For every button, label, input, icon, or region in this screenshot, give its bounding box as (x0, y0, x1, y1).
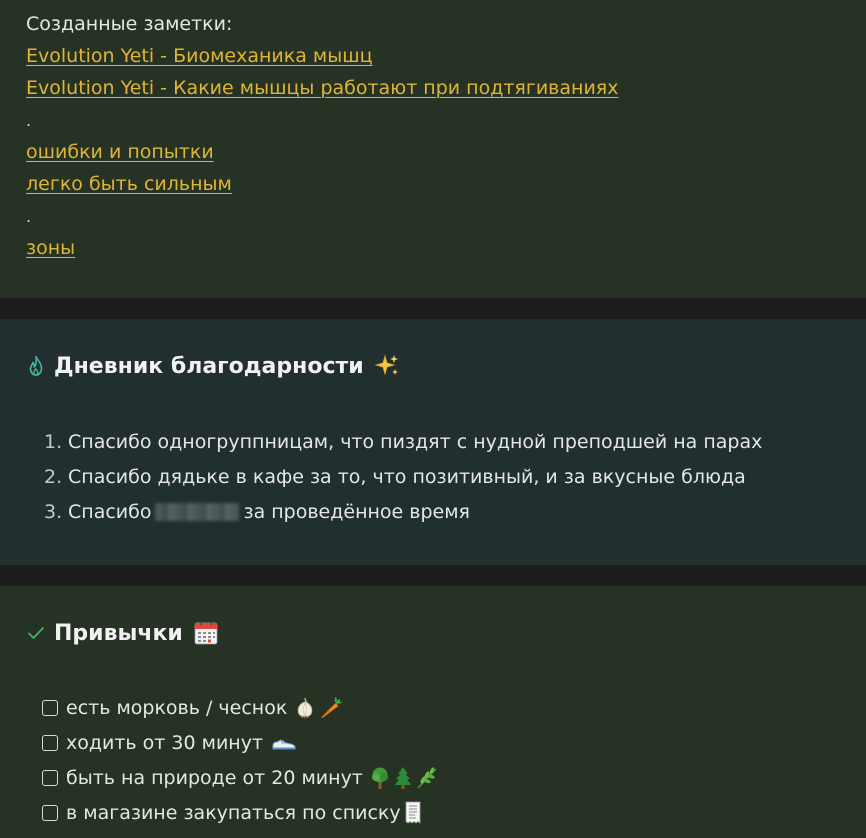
habit-item-text: есть морковь / чеснок (66, 696, 288, 719)
gratitude-item-text-after: за проведённое время (243, 501, 470, 523)
note-link-row (26, 72, 840, 104)
gratitude-item-text: Спасибо одногруппницам, что пиздят с нудной преподшей на парах (68, 431, 763, 453)
note-dot: . (26, 207, 32, 226)
created-notes-section (0, 0, 866, 298)
habits-title-text: Привычки (54, 620, 183, 646)
habit-item (42, 690, 439, 725)
garlic-icon (293, 696, 317, 720)
gratitude-item-text: Спасибо дядьке в кафе за то, что позитивный, и за вкусные блюда (68, 466, 746, 488)
note-link-zones[interactable]: зоны (26, 237, 76, 259)
gratitude-section (0, 319, 866, 565)
evergreen-tree-icon (393, 766, 413, 790)
deciduous-tree-icon (369, 766, 391, 790)
note-link-pullups-muscles[interactable]: Evolution Yeti - Какие мышцы работают при подтягиваниях (26, 77, 619, 99)
gratitude-item (44, 425, 762, 460)
gratitude-title (26, 353, 400, 379)
gratitude-item (44, 495, 762, 530)
note-link-row (26, 168, 840, 200)
section-divider (0, 298, 866, 319)
carrot-icon (319, 696, 343, 720)
list-number: 3. (44, 501, 63, 523)
flame-icon (26, 354, 46, 378)
note-link-biomechanics[interactable]: Evolution Yeti - Биомеханика мышц (26, 45, 373, 67)
checkmark-icon (26, 621, 46, 645)
note-separator (26, 104, 840, 136)
created-notes-heading: Созданные заметки: (26, 13, 233, 35)
note-link-easy-strong[interactable]: легко быть сильным (26, 173, 232, 195)
list-number: 1. (44, 431, 63, 453)
note-dot: . (26, 111, 32, 130)
sparkles-icon (374, 353, 400, 379)
habit-checkbox[interactable] (42, 770, 58, 786)
note-separator (26, 200, 840, 232)
habit-checkbox[interactable] (42, 700, 58, 716)
gratitude-list (44, 425, 762, 530)
redacted-name-blur (155, 503, 239, 521)
habit-item (42, 760, 439, 795)
sneaker-icon (271, 733, 297, 753)
habit-item (42, 725, 439, 760)
habits-section (0, 586, 866, 838)
herb-icon (415, 766, 439, 790)
habits-checklist (42, 690, 439, 830)
gratitude-item-text-before: Спасибо (68, 501, 152, 523)
note-link-row (26, 40, 840, 72)
habit-item-text: ходить от 30 минут (66, 731, 264, 754)
note-link-mistakes[interactable]: ошибки и попытки (26, 141, 214, 163)
note-link-row (26, 232, 840, 264)
habit-item-text: в магазине закупаться по списку (66, 801, 401, 824)
gratitude-item (44, 460, 762, 495)
section-divider (0, 565, 866, 586)
calendar-icon (193, 620, 219, 646)
habit-item (42, 795, 439, 830)
habits-title (26, 620, 219, 646)
habit-item-text: быть на природе от 20 минут (66, 766, 363, 789)
gratitude-title-text: Дневник благодарности (54, 353, 364, 379)
note-link-row (26, 136, 840, 168)
habit-checkbox[interactable] (42, 735, 58, 751)
receipt-icon (403, 801, 423, 825)
habit-checkbox[interactable] (42, 805, 58, 821)
list-number: 2. (44, 466, 63, 488)
